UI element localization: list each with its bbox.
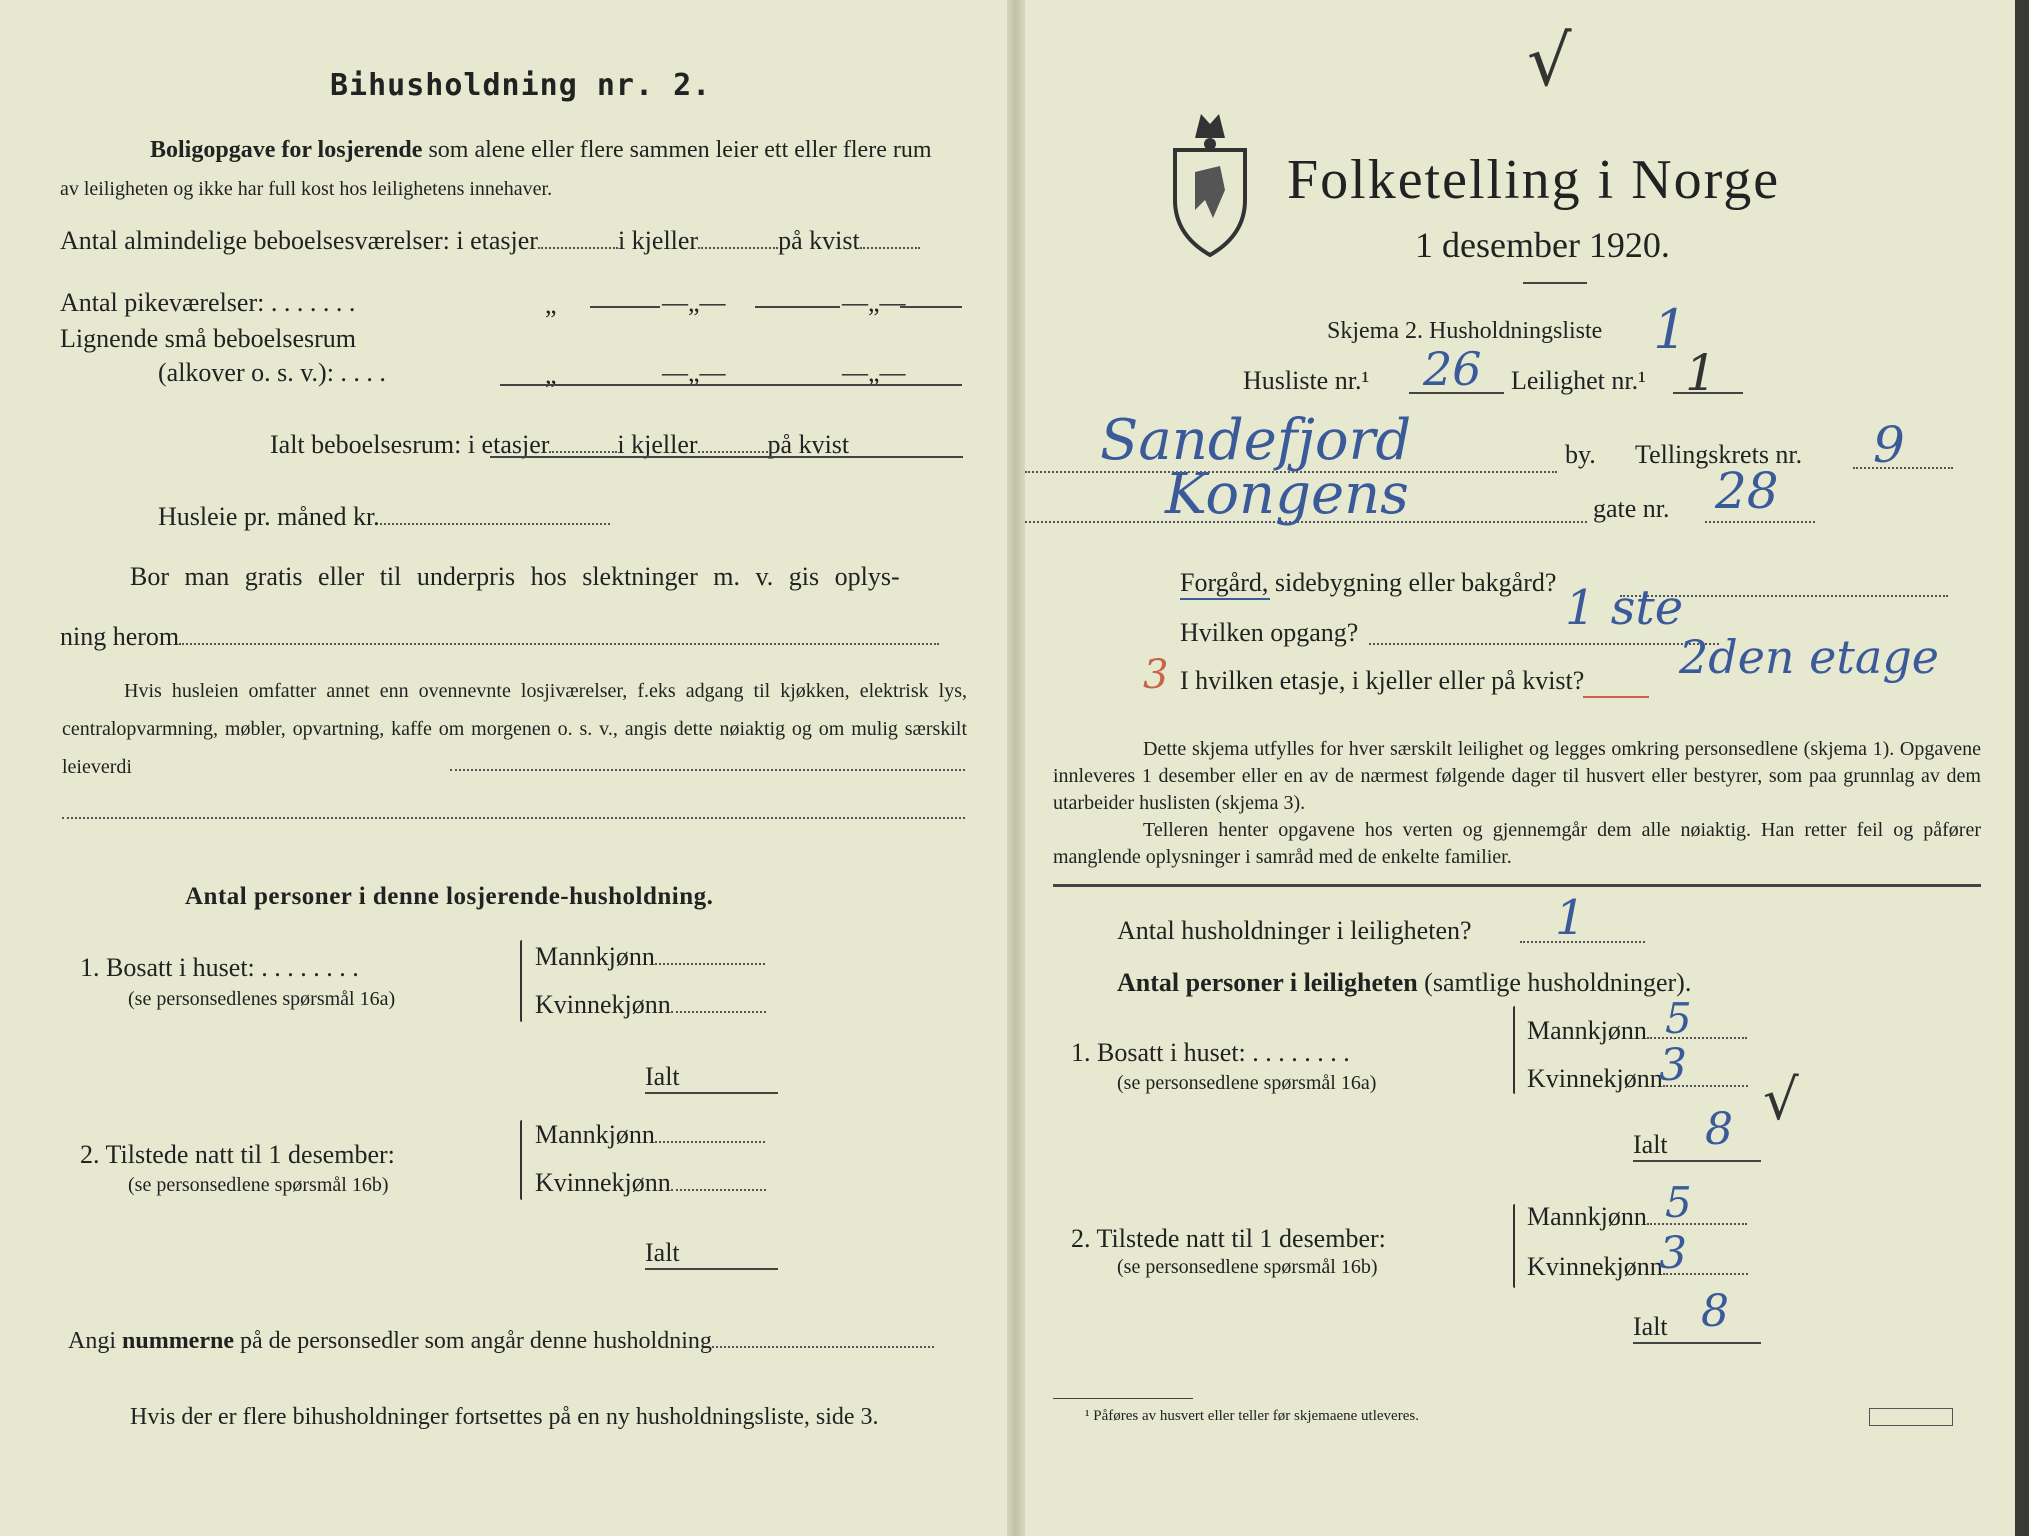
right-q2-sub: (se personsedlene spørsmål 16b) (1117, 1256, 1378, 1278)
small-rooms-field[interactable] (500, 384, 962, 386)
opgang-label: Hvilken opgang? (1180, 618, 1359, 647)
right-q2-label: 2. Tilstede natt til 1 desember: (1071, 1224, 1386, 1253)
left-q1-mann-label: Mannkjønn (535, 942, 655, 971)
free-line-2 (60, 622, 939, 652)
pike-field-1[interactable] (590, 306, 660, 308)
left-q1-sub: (se personsedlenes spørsmål 16a) (128, 988, 396, 1010)
left-q2-brace (520, 1120, 522, 1200)
coat-of-arms-icon (1165, 100, 1255, 260)
intro-rest: som alene eller flere sammen leier ett eller flere rum (428, 137, 932, 163)
pike-ditto-1: „ (545, 290, 557, 319)
angi-bold: nummerne (122, 1328, 234, 1354)
right-q2-kvinne-row (1527, 1252, 1748, 1282)
left-q1-kvinne-label: Kvinnekjønn (535, 990, 671, 1019)
total-etasjer-field[interactable] (549, 450, 617, 453)
right-q2-ialt-label: Ialt (1633, 1312, 1668, 1341)
right-q2-ialt-value: 8 (1701, 1286, 1729, 1337)
small-ditto-1: „ (545, 360, 557, 389)
small-ditto-2: —„— (662, 358, 726, 387)
extras-note: Hvis husleien omfatter annet enn ovennevnte losjiværelser, f.eks adgang til kjøkken, elektrisk lys, centralopvarmning, møbler, opvartning, kaffe om morgenen o. s. v., angis dette nøiaktig og om mulig særskilt leieverdi (62, 680, 967, 778)
rooms-etasjer-field[interactable] (538, 246, 618, 249)
left-q1-brace (520, 940, 522, 1022)
right-q1-sub: (se personsedlene spørsmål 16a) (1117, 1072, 1377, 1094)
left-q2-label: 2. Tilstede natt til 1 desember: (80, 1140, 395, 1169)
intro-line-1 (150, 137, 932, 164)
gate-field[interactable] (1705, 520, 1815, 523)
right-q2-mann-label: Mannkjønn (1527, 1202, 1647, 1231)
extras-field-2[interactable] (62, 816, 965, 819)
etasje-number: 3 (1143, 652, 1169, 698)
free-field[interactable] (179, 642, 939, 645)
footnote: ¹ Påføres av husvert eller teller før skjemaene utleveres. (1085, 1408, 1419, 1424)
right-q1-kvinne-label: Kvinnekjønn (1527, 1064, 1663, 1093)
etasje-value: 2den etage (1679, 630, 1939, 684)
opgang-value: 1 ste (1565, 580, 1684, 636)
total-underline (490, 456, 963, 458)
right-persons-heading-rest: (samtlige husholdninger). (1424, 968, 1692, 997)
leilighet-label: Leilighet nr.¹ (1511, 366, 1646, 395)
left-title: Bihusholdning nr. 2. (330, 68, 712, 103)
angi-row (68, 1328, 934, 1355)
left-q2-mann-label: Mannkjønn (535, 1120, 655, 1149)
free-line-1: Bor man gratis eller til underpris hos slektninger m. v. gis oplys- (130, 562, 900, 591)
instructions-divider (1053, 884, 1981, 887)
footnote-rule (1053, 1398, 1193, 1399)
right-q2-kvinne-label: Kvinnekjønn (1527, 1252, 1663, 1281)
title-divider (1523, 282, 1587, 284)
left-q1-ialt-label: Ialt (645, 1062, 680, 1091)
opgang-field[interactable] (1369, 642, 1719, 645)
right-page (1025, 0, 2015, 1536)
instructions-1: Dette skjema utfylles for hver særskilt leilighet og legges omkring personsedlene (skjema 1). Opgavene innleveres 1 desember eller en av de nærmest følgende dager til husvert eller bestyrer, som paa grunnlag av dem utarbeider huslisten (skjema 3). (1053, 738, 1981, 814)
households-label: Antal husholdninger i leiligheten? (1117, 916, 1472, 945)
right-q1-label: 1. Bosatt i huset: . . . . . . . . (1071, 1038, 1350, 1067)
left-footer: Hvis der er flere bihusholdninger fortsettes på en ny husholdningsliste, side 3. (130, 1404, 879, 1430)
extras-field[interactable] (450, 768, 965, 771)
rent-row (158, 502, 610, 532)
left-q2-ialt-field[interactable] (645, 1268, 778, 1270)
angi-pre: Angi (68, 1328, 116, 1354)
left-q1-mann-row (535, 942, 765, 972)
right-q1-kvinne-value: 3 (1659, 1040, 1687, 1091)
pike-ditto-3: —„— (842, 288, 906, 317)
husliste-label: Husliste nr.¹ (1243, 366, 1370, 395)
krets-value: 9 (1873, 416, 1905, 474)
right-persons-heading-bold: Antal personer i leiligheten (1117, 968, 1418, 997)
krets-label: Tellingskrets nr. (1635, 440, 1803, 469)
left-q2-ialt-label: Ialt (645, 1238, 680, 1267)
check-mark-top: √ (1527, 20, 1572, 102)
forgard-underline (1180, 598, 1270, 600)
total-kjeller-field[interactable] (698, 450, 768, 453)
rooms-row (60, 226, 920, 256)
right-q1-mann-label: Mannkjønn (1527, 1016, 1647, 1045)
left-page (0, 0, 1007, 1536)
pike-field-2[interactable] (755, 306, 840, 308)
right-persons-heading (1117, 968, 1691, 998)
etasje-label: I hvilken etasje, i kjeller eller på kvist? (1180, 666, 1585, 695)
rooms-label: Antal almindelige beboelsesværelser: i etasjer (60, 226, 538, 255)
city-value: Sandefjord (1100, 408, 1412, 473)
left-q2-kvinne-label: Kvinnekjønn (535, 1168, 671, 1197)
left-q2-sub: (se personsedlene spørsmål 16b) (128, 1174, 389, 1196)
left-q1-mann-field[interactable] (655, 962, 765, 965)
right-q1-mann-field[interactable] (1647, 1036, 1747, 1039)
instructions-2: Telleren henter opgavene hos verten og gjennemgår dem alle nøiaktig. Han retter feil og påfører manglende oplysninger i samråd med de enkelte familier. (1053, 819, 1981, 868)
total-kvist-label: på kvist (767, 430, 850, 459)
rooms-kjeller-label: i kjeller (617, 226, 699, 255)
angi-field[interactable] (712, 1345, 934, 1348)
rooms-kjeller-field[interactable] (698, 246, 778, 249)
right-title: Folketelling i Norge (1287, 149, 1781, 211)
left-q2-kvinne-row (535, 1168, 766, 1198)
left-q1-ialt-field[interactable] (645, 1092, 778, 1094)
street-value: Kongens (1165, 462, 1409, 527)
rooms-kvist-label: på kvist (778, 226, 860, 255)
rooms-kvist-field[interactable] (860, 246, 920, 249)
intro-line-2: av leiligheten og ikke har full kost hos leilighetens innehaver. (60, 178, 553, 200)
right-q1-ialt-field[interactable] (1633, 1160, 1761, 1162)
right-q2-mann-field[interactable] (1647, 1222, 1747, 1225)
pike-label: Antal pikeværelser: . . . . . . . (60, 288, 356, 317)
left-q2-mann-field[interactable] (655, 1140, 765, 1143)
printer-stamp (1869, 1408, 1953, 1426)
right-q1-mann-value: 5 (1665, 994, 1692, 1043)
right-date: 1 desember 1920. (1415, 225, 1670, 265)
left-q1-kvinne-row (535, 990, 766, 1020)
husliste-value: 26 (1423, 342, 1482, 396)
gate-label: gate nr. (1593, 494, 1670, 523)
gate-value: 28 (1715, 462, 1779, 520)
by-label: by. (1565, 440, 1596, 469)
intro-bold: Boligopgave for losjerende (150, 137, 423, 163)
forgard-label: Forgård, sidebygning eller bakgård? (1180, 568, 1557, 597)
skjema-label: Skjema 2. Husholdningsliste (1327, 318, 1603, 344)
kvist-underline (1583, 696, 1649, 698)
left-q1-label: 1. Bosatt i huset: . . . . . . . . (80, 953, 359, 982)
right-q1-mann-row (1527, 1016, 1747, 1046)
small-rooms-label-2: (alkover o. s. v.): . . . . (158, 358, 386, 387)
scan-edge (2015, 0, 2029, 1536)
left-q1-kvinne-field[interactable] (671, 1010, 766, 1013)
households-value: 1 (1555, 890, 1586, 946)
right-q1-kvinne-row (1527, 1064, 1748, 1094)
total-rooms-label: Ialt beboelsesrum: i etasjer (270, 430, 550, 459)
right-q2-mann-row (1527, 1202, 1747, 1232)
left-q2-mann-row (535, 1120, 765, 1150)
left-persons-heading: Antal personer i denne losjerende-husholdning. (185, 883, 714, 910)
pike-field-3[interactable] (900, 306, 962, 308)
small-ditto-3: —„— (842, 358, 906, 387)
small-rooms-label-1: Lignende små beboelsesrum (60, 324, 357, 353)
skjema-value: 1 (1653, 298, 1688, 361)
angi-post: på de personsedler som angår denne husholdning (239, 1328, 712, 1354)
rent-label: Husleie pr. måned kr. (158, 502, 380, 531)
right-q1-brace (1513, 1006, 1515, 1094)
right-q1-ialt-value: 8 (1705, 1104, 1733, 1155)
page-fold (1007, 0, 1025, 1536)
right-q2-mann-value: 5 (1665, 1178, 1692, 1227)
right-q2-kvinne-value: 3 (1659, 1228, 1687, 1279)
free-label: ning herom (60, 622, 180, 651)
rent-field[interactable] (380, 522, 610, 525)
right-q2-brace (1513, 1204, 1515, 1288)
right-q2-ialt-field[interactable] (1633, 1342, 1761, 1344)
total-kjeller-label: i kjeller (617, 430, 698, 459)
pike-ditto-2: —„— (662, 288, 726, 317)
left-q2-kvinne-field[interactable] (671, 1188, 766, 1191)
leilighet-value: 1 (1685, 344, 1717, 402)
right-q1-check: √ (1763, 1068, 1799, 1133)
right-q1-ialt-label: Ialt (1633, 1130, 1668, 1159)
